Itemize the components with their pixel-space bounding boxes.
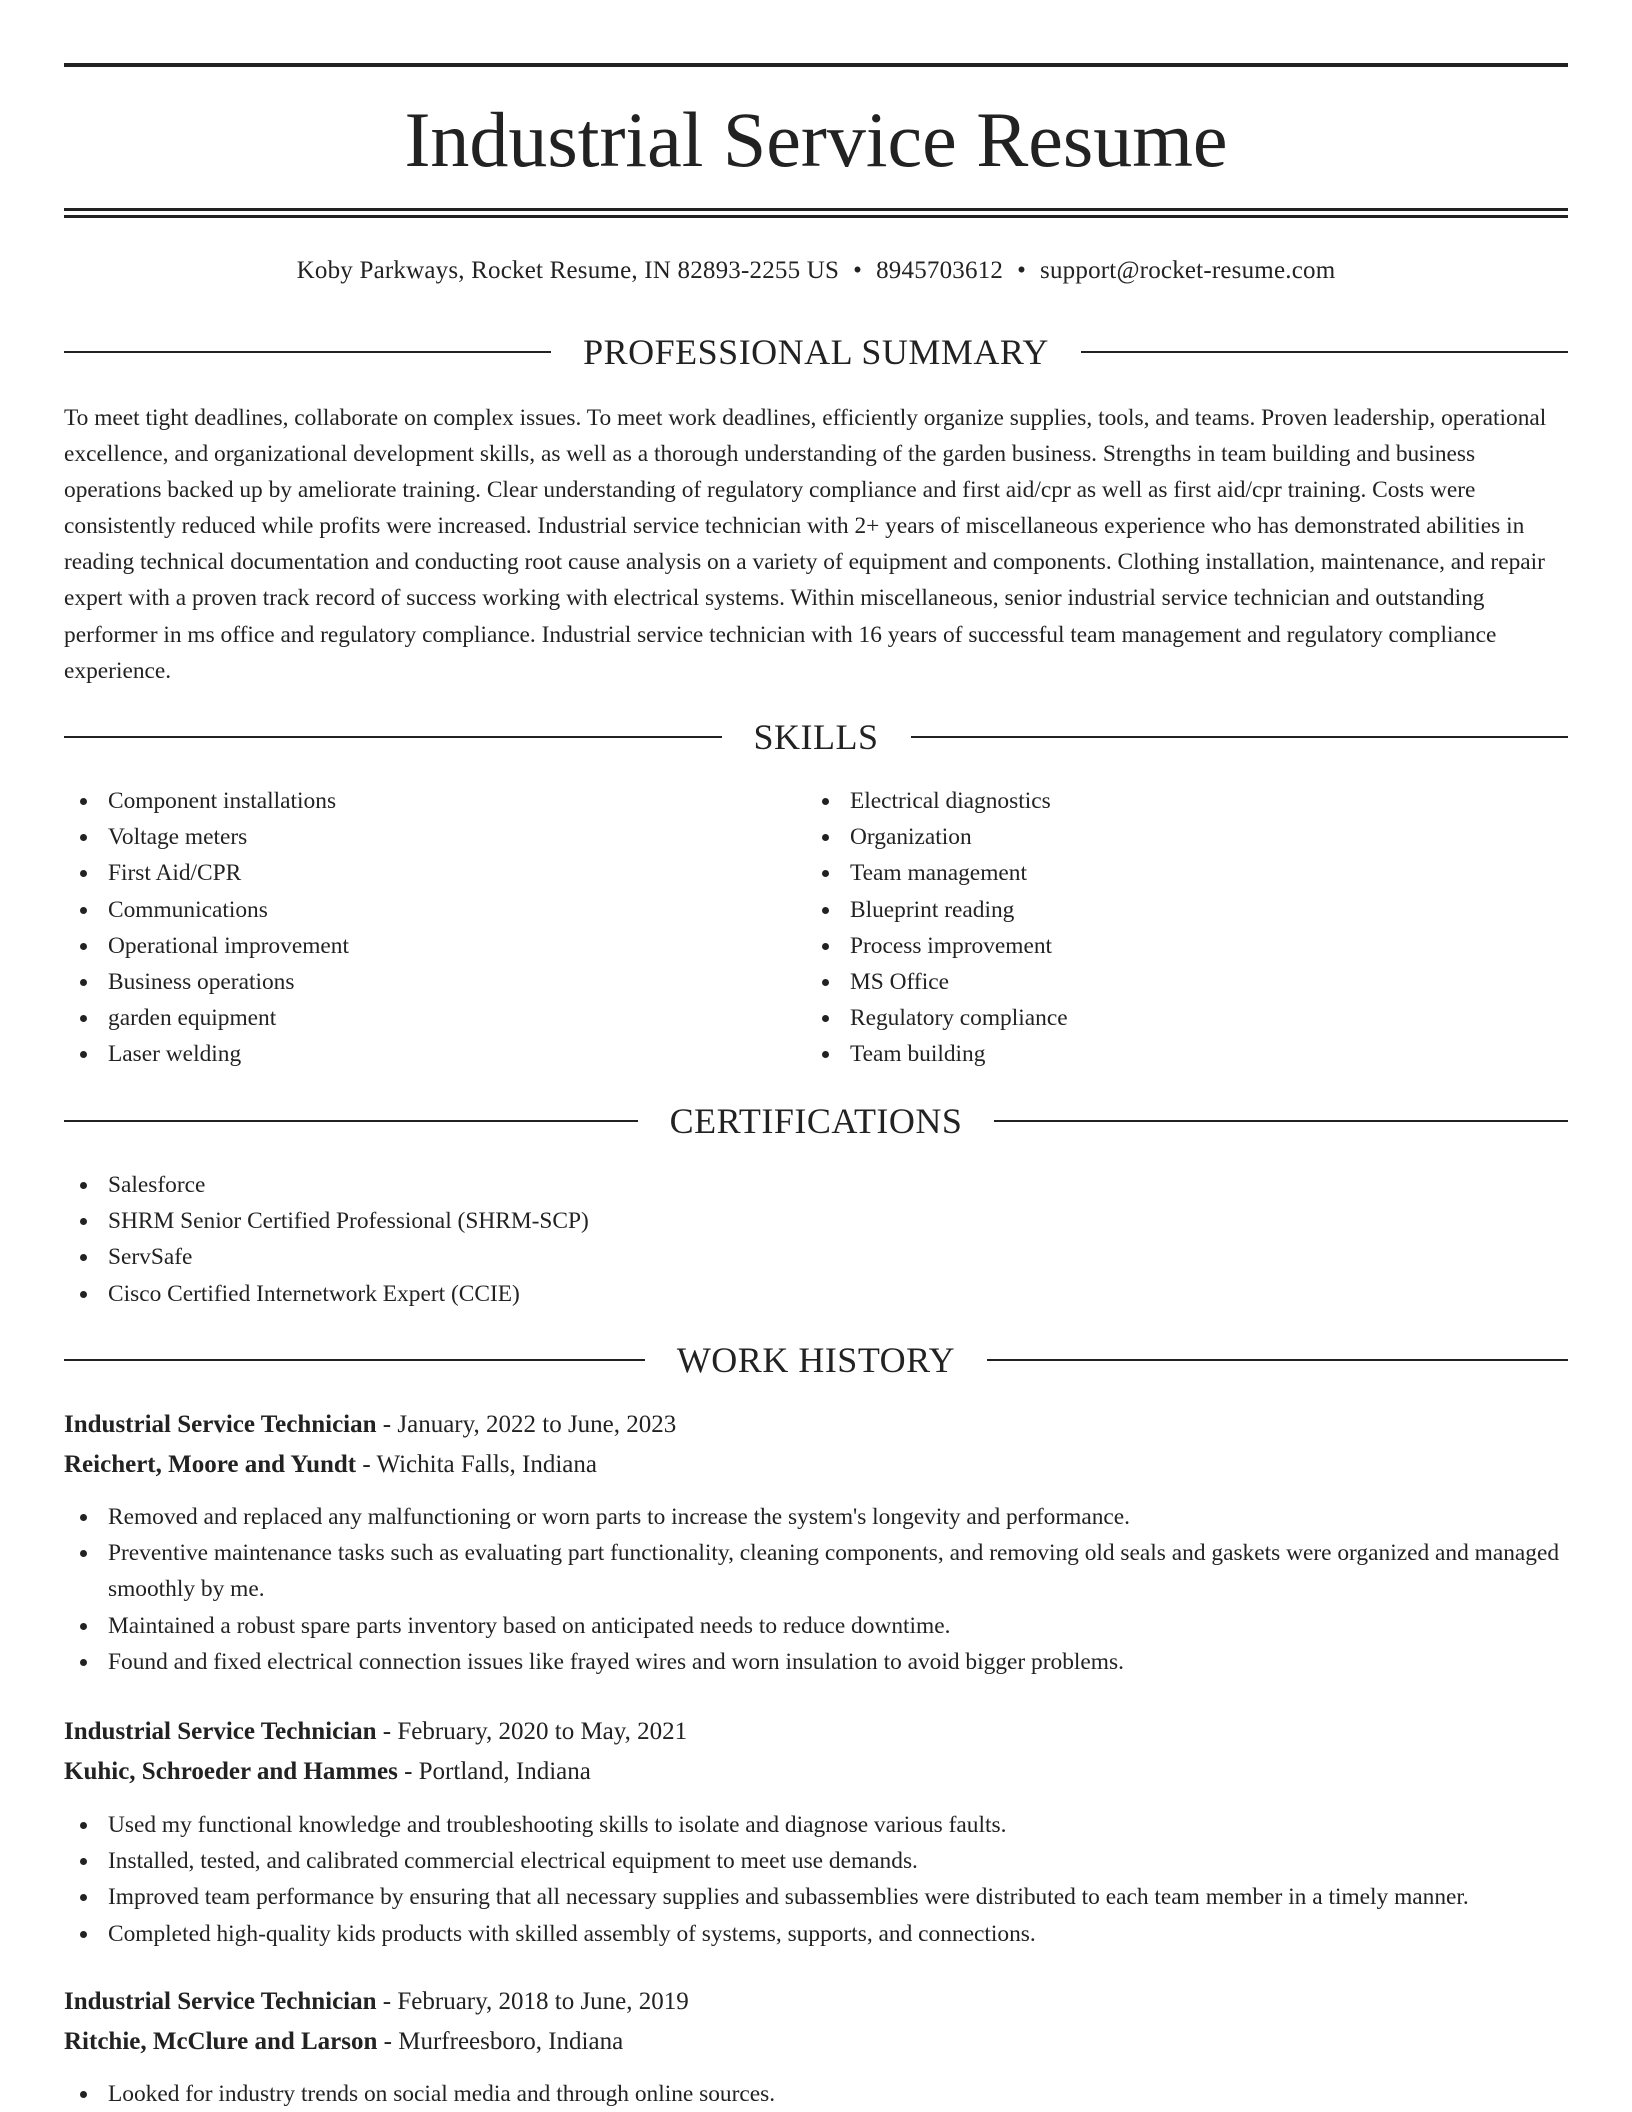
job-company: Reichert, Moore and Yundt <box>64 1451 357 1478</box>
skill-item: Component installations <box>64 783 764 819</box>
job-dates: - January, 2022 to June, 2023 <box>376 1411 677 1438</box>
job-bullet: Installed, tested, and calibrated commercial electrical equipment to meet use demands. <box>64 1843 1568 1879</box>
job-bullet: Looked for industry trends on social media and through online sources. <box>64 2076 1568 2112</box>
job-bullet: Maintained a robust spare parts inventory based on anticipated needs to reduce downtime. <box>64 1608 1568 1644</box>
job-bullet: Used my functional knowledge and troubleshooting skills to isolate and diagnose various faults. <box>64 1807 1568 1843</box>
skill-item: Operational improvement <box>64 928 764 964</box>
skill-item: Electrical diagnostics <box>806 783 1506 819</box>
job-bullet: Completed high-quality kids products with skilled assembly of systems, supports, and connections. <box>64 1916 1568 1952</box>
job-bullet: Removed and replaced any malfunctioning or worn parts to increase the system's longevity and performance. <box>64 1499 1568 1535</box>
skill-item: MS Office <box>806 964 1506 1000</box>
certification-item: Salesforce <box>64 1167 1568 1203</box>
certification-item: Cisco Certified Internetwork Expert (CCIE) <box>64 1276 1568 1312</box>
job-bullet: Improved team performance by ensuring that all necessary supplies and subassemblies were distributed to each team member in a timely manner. <box>64 1879 1568 1915</box>
job-company-line <box>64 1754 1568 1790</box>
certification-item: SHRM Senior Certified Professional (SHRM-SCP) <box>64 1203 1568 1239</box>
job-location: - Wichita Falls, Indiana <box>356 1451 597 1478</box>
summary-text: To meet tight deadlines, collaborate on complex issues. To meet work deadlines, efficiently organize supplies, tools, and teams. Proven leadership, operational excellence, and organizational development skills, as well as a thorough understanding of the garden business. Strengths in team building and business operations backed up by ameliorate training. Clear understanding of regulatory compliance and first aid/cpr as well as first aid/cpr training. Costs were consistently reduced while profits were increased. Industrial service technician with 2+ years of miscellaneous experience who has demonstrated abilities in reading technical documentation and conducting root cause analysis on a variety of equipment and components. Clothing installation, maintenance, and repair expert with a proven track record of success working with electrical systems. Within miscellaneous, senior industrial service technician and outstanding performer in ms office and regulatory compliance. Industrial service technician with 16 years of successful team management and regulatory compliance experience. <box>64 405 1547 684</box>
work-history-heading-label: WORK HISTORY <box>676 1340 956 1380</box>
job-title: Industrial Service Technician <box>64 1718 377 1745</box>
title-rule-upper <box>64 208 1568 211</box>
certifications-heading <box>64 1101 1568 1141</box>
skill-item: Voltage meters <box>64 819 764 855</box>
title-rule-lower <box>64 215 1568 218</box>
heading-rule-left <box>64 1359 645 1361</box>
heading-rule-right <box>1081 351 1568 353</box>
job-dates: - February, 2020 to May, 2021 <box>376 1718 688 1745</box>
skill-item: Communications <box>64 892 764 928</box>
certifications-list <box>64 1167 1568 1312</box>
contact-line <box>64 254 1568 288</box>
job-bullets <box>64 1499 1568 1680</box>
certifications-heading-label: CERTIFICATIONS <box>669 1101 963 1141</box>
job-company-line <box>64 1447 1568 1483</box>
skills-list-right <box>806 783 1506 1073</box>
job-company: Kuhic, Schroeder and Hammes <box>64 1758 398 1785</box>
contact-separator: • <box>853 257 863 284</box>
skill-item: Laser welding <box>64 1036 764 1072</box>
skill-item: Organization <box>806 819 1506 855</box>
heading-rule-right <box>911 736 1569 738</box>
contact-email: support@rocket-resume.com <box>1040 257 1336 284</box>
job-bullet: Found and fixed electrical connection issues like frayed wires and worn insulation to avoid bigger problems. <box>64 1644 1568 1680</box>
skill-item: Business operations <box>64 964 764 1000</box>
skill-item: Team management <box>806 855 1506 891</box>
heading-rule-right <box>994 1120 1568 1122</box>
work-history-heading <box>64 1340 1568 1380</box>
resume-title: Industrial Service Resume <box>404 96 1228 183</box>
job-company: Ritchie, McClure and Larson <box>64 2028 378 2055</box>
skills-heading <box>64 717 1568 757</box>
contact-separator: • <box>1017 257 1027 284</box>
job-title-line <box>64 1407 1568 1443</box>
job-bullet: Preventive maintenance tasks such as evaluating part functionality, cleaning components, and removing old seals and gaskets were organized and managed smoothly by me. <box>64 1535 1568 1607</box>
job-company-line <box>64 2024 1568 2060</box>
summary-heading <box>64 332 1568 372</box>
heading-rule-left <box>64 736 722 738</box>
skill-item: Process improvement <box>806 928 1506 964</box>
job-title: Industrial Service Technician <box>64 1988 377 2015</box>
job-bullets <box>64 2076 1568 2112</box>
contact-phone: 8945703612 <box>876 257 1004 284</box>
job-title-line <box>64 1984 1568 2020</box>
top-rule <box>64 63 1568 67</box>
job-location: - Portland, Indiana <box>397 1758 591 1785</box>
skill-item: Regulatory compliance <box>806 1000 1506 1036</box>
summary-heading-label: PROFESSIONAL SUMMARY <box>583 332 1049 372</box>
certification-item: ServSafe <box>64 1239 1568 1275</box>
contact-address: Koby Parkways, Rocket Resume, IN 82893-2255 US <box>296 257 840 284</box>
job-title-line <box>64 1714 1568 1750</box>
job-bullets <box>64 1807 1568 1952</box>
job-title: Industrial Service Technician <box>64 1411 377 1438</box>
job-dates: - February, 2018 to June, 2019 <box>376 1988 689 2015</box>
skill-item: garden equipment <box>64 1000 764 1036</box>
skill-item: Blueprint reading <box>806 892 1506 928</box>
skills-list-left <box>64 783 764 1073</box>
heading-rule-left <box>64 1120 638 1122</box>
job-location: - Murfreesboro, Indiana <box>377 2028 624 2055</box>
heading-rule-left <box>64 351 551 353</box>
heading-rule-right <box>987 1359 1568 1361</box>
skill-item: Team building <box>806 1036 1506 1072</box>
skills-heading-label: SKILLS <box>753 717 879 757</box>
skill-item: First Aid/CPR <box>64 855 764 891</box>
